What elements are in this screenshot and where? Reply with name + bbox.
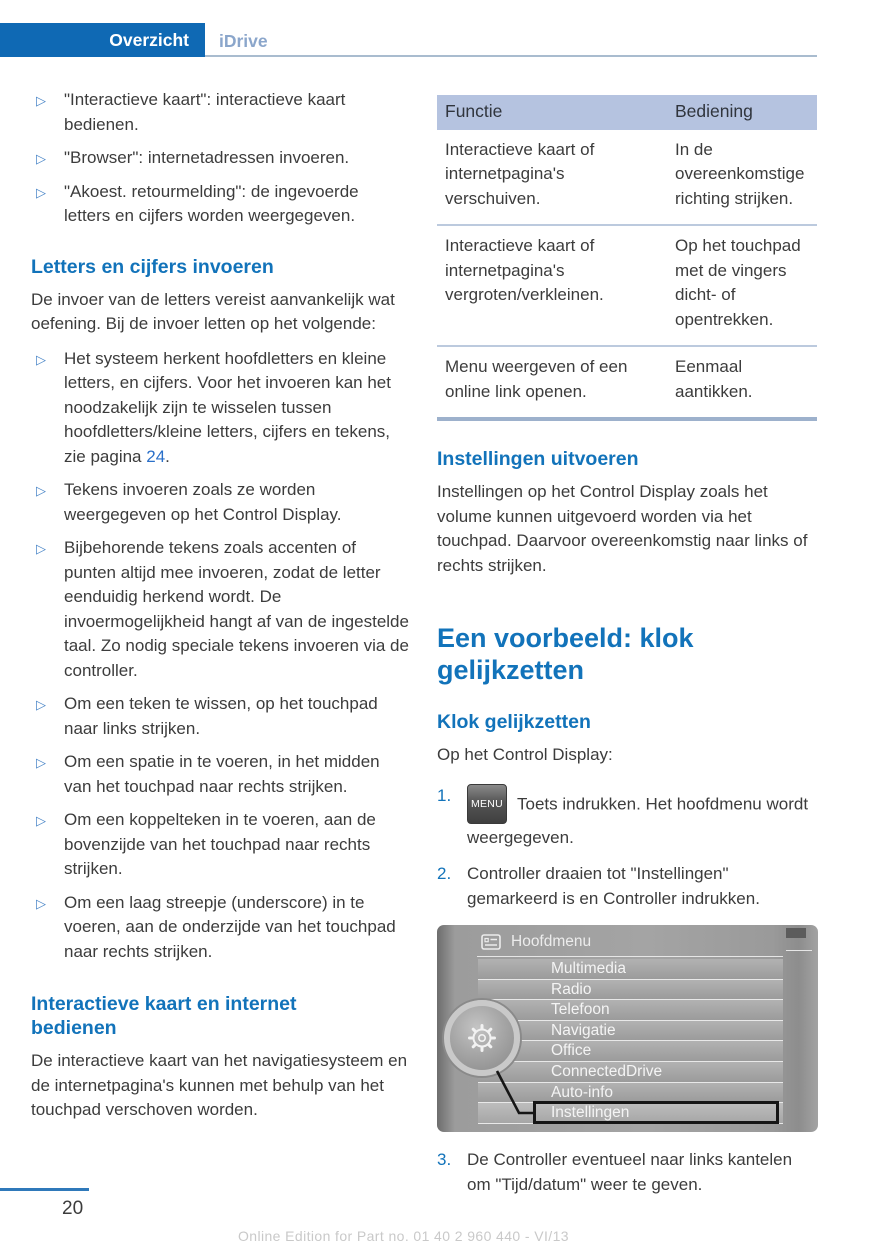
table-row: Interactieve kaart of internetpagina's vergroten/verkleinen. Op het touchpad met de vingers dicht- of opentrekken. xyxy=(437,225,817,346)
list-item: ▷ Om een laag streepje (underscore) in te voeren, aan de onderzijde van het touchpad naar rechts strijken. xyxy=(36,892,396,961)
step-text: De Controller eventueel naar links kantelen om "Tijd/datum" weer te geven. xyxy=(467,1150,793,1194)
section-title-settings: Instellingen uitvoeren xyxy=(437,448,639,470)
watermark-text: Online Edition for Part no. 01 40 2 960 440 - VI/13 xyxy=(238,1228,569,1241)
letters-bullet-list xyxy=(31,347,409,965)
chapter-heading-example: Een voorbeeld: klok gelijkzetten xyxy=(437,623,694,685)
triangle-bullet-icon: ▷ xyxy=(36,351,46,367)
section-title-letters: Letters en cijfers invoeren xyxy=(31,255,274,278)
column-header-bediening: Bediening xyxy=(667,95,817,130)
list-item: ▷ Om een teken te wissen, op het touchpad naar links strijken. xyxy=(36,694,378,738)
table-row: Menu weergeven of een online link openen. Eenmaal aantikken. xyxy=(437,346,817,419)
section-title-map: Interactieve kaart en internet bedienen xyxy=(31,993,297,1039)
step-number: 3. xyxy=(437,1150,452,1169)
triangle-bullet-icon: ▷ xyxy=(36,813,46,828)
header-section-label: Overzicht xyxy=(109,29,189,50)
list-item: ▷ Om een spatie in te voeren, in het midden van het touchpad naar rechts strijken. xyxy=(36,752,380,796)
controller-knob xyxy=(444,1000,520,1076)
screen-title: Hoofdmenu xyxy=(511,932,592,950)
screen-header-rule xyxy=(477,956,783,957)
idrive-screen-illustration xyxy=(437,925,818,1132)
menu-item-radio: Radio xyxy=(478,980,783,1001)
menu-item-auto-info: Auto-info xyxy=(478,1083,783,1104)
header-section-bar xyxy=(0,23,205,57)
page-number: 20 xyxy=(62,1198,84,1219)
triangle-bullet-icon: ▷ xyxy=(36,151,46,166)
clock-steps-list-continued xyxy=(437,1148,818,1197)
list-item: ▷ Het systeem herkent hoofdletters en kleine letters, en cijfers. Voor het invoeren kan het noodzakelijk zijn te wisselen tussen hoofdletters/kleine letters, cijfers en tekens, zie pagina 24. xyxy=(36,348,391,466)
right-column xyxy=(437,88,818,1209)
screen-header xyxy=(481,930,591,954)
column-header-functie: Functie xyxy=(437,95,667,130)
menu-list-icon xyxy=(481,934,501,950)
step-item-3 xyxy=(437,1148,818,1197)
settings-section-body: Instellingen op het Control Display zoals het volume kunnen uitgevoerd worden via het touchpad. Daarvoor overeenkomstig naar links of rechts strijken. xyxy=(437,482,808,575)
footer-rule xyxy=(0,1188,89,1191)
clock-section-intro: Op het Control Display: xyxy=(437,745,613,764)
left-column xyxy=(31,88,409,1133)
section-intro: De invoer van de letters vereist aanvankelijk wat oefening. Bij de invoer letten op het volgende: xyxy=(31,289,395,333)
list-item: ▷ Bijbehorende tekens zoals accenten of punten altijd mee invoeren, zodat de letter eenduidig herkend wordt. De invoermogelijkheid hangt af van de ingestelde taal. Zo nodig speciale tekens invoeren via de controller. xyxy=(36,538,409,680)
step-item-1 xyxy=(437,784,818,851)
map-section-body: De interactieve kaart van het navigatiesysteem en de internetpagina's kunnen met behulp van het touchpad verschoven worden. xyxy=(31,1051,408,1119)
menu-item-multimedia: Multimedia xyxy=(478,959,783,980)
section-title-clock: Klok gelijkzetten xyxy=(437,711,591,733)
list-item: ▷ "Browser": internetadressen invoeren. xyxy=(31,146,409,171)
menu-item-office: Office xyxy=(478,1041,783,1062)
step-item-2 xyxy=(437,862,818,911)
list-item: ▷ "Interactieve kaart": interactieve kaart bedienen. xyxy=(36,90,346,134)
header-rule xyxy=(205,55,817,57)
list-item: ▷ Tekens invoeren zoals ze worden weergegeven op het Control Display. xyxy=(36,480,342,524)
menu-item-instellingen: Instellingen xyxy=(478,1103,783,1124)
screen-menu-list xyxy=(478,959,783,1124)
table-row: Interactieve kaart of internetpagina's verschuiven. In de overeenkomstige richting strijken. xyxy=(445,139,805,208)
touchpad-function-table xyxy=(437,95,817,421)
triangle-bullet-icon: ▷ xyxy=(36,895,46,911)
triangle-bullet-icon: ▷ xyxy=(36,184,46,200)
page-24-link[interactable]: 24 xyxy=(146,446,166,466)
gear-icon xyxy=(465,1021,499,1055)
menu-item-telefoon: Telefoon xyxy=(478,1000,783,1021)
triangle-bullet-icon: ▷ xyxy=(36,483,46,498)
triangle-bullet-icon: ▷ xyxy=(36,93,46,108)
screen-corner-detail xyxy=(786,928,806,938)
triangle-bullet-icon: ▷ xyxy=(36,541,46,556)
list-item: ▷ "Akoest. retourmelding": de ingevoerde letters en cijfers worden weergegeven. xyxy=(36,181,359,225)
menu-key-icon: MENU xyxy=(467,784,507,824)
intro-bullet-list xyxy=(31,88,409,229)
screen-corner-line xyxy=(786,950,812,951)
triangle-bullet-icon: ▷ xyxy=(36,697,46,712)
menu-item-connecteddrive: ConnectedDrive xyxy=(478,1062,783,1083)
step-text: Controller draaien tot "Instellingen" gemarkeerd is en Controller indrukken. xyxy=(467,864,760,908)
menu-item-navigatie: Navigatie xyxy=(478,1021,783,1042)
step-number: 2. xyxy=(437,864,452,883)
step-number: 1. xyxy=(437,785,452,805)
highlight-callout-box xyxy=(533,1101,779,1124)
step-text: Toets indrukken. Het hoofdmenu wordt weergegeven. xyxy=(467,793,809,847)
list-item: ▷ Om een koppelteken in te voeren, aan de bovenzijde van het touchpad naar rechts strijken. xyxy=(36,810,376,878)
table-header-row xyxy=(437,95,817,130)
header-chapter-label: iDrive xyxy=(219,31,268,51)
triangle-bullet-icon: ▷ xyxy=(36,755,46,770)
clock-steps-list xyxy=(437,784,818,912)
